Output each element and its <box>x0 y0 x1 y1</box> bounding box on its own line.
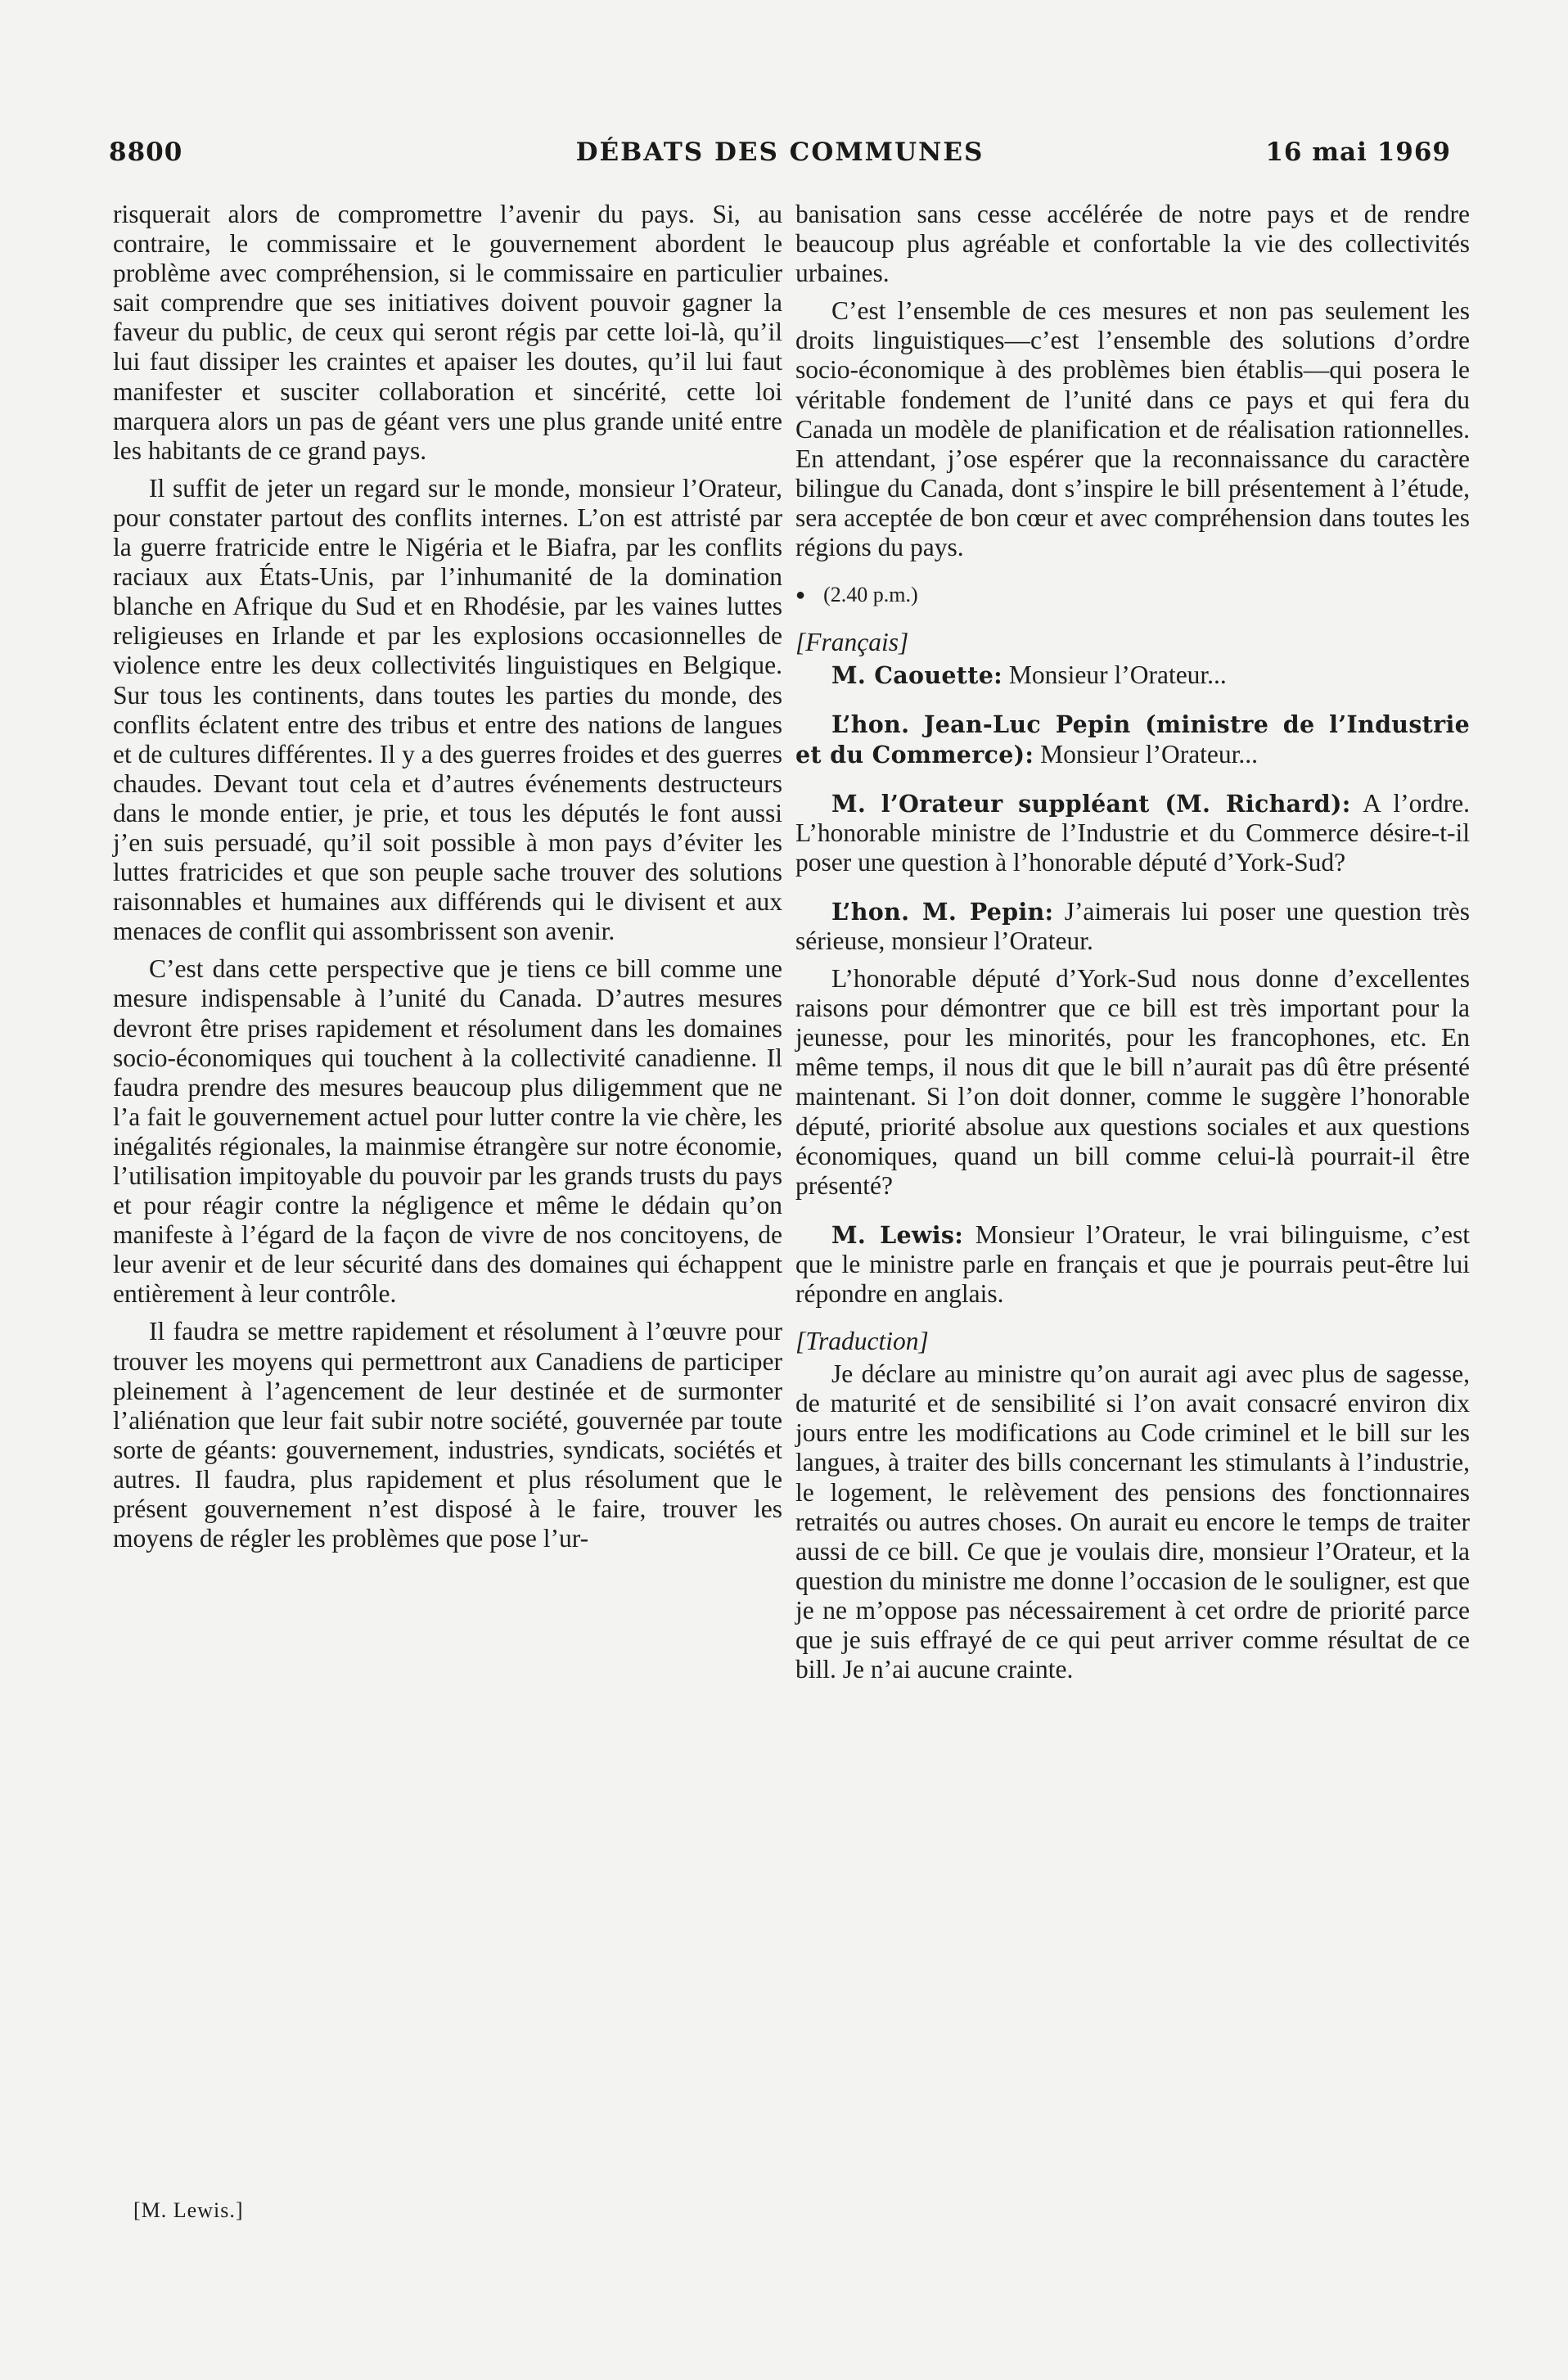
journal-title: DÉBATS DES COMMUNES <box>575 137 985 167</box>
speaker-name: M. Lewis: <box>831 1220 964 1249</box>
speech-lewis <box>795 1220 1470 1309</box>
page-header <box>109 137 1451 178</box>
speech-text: J’aimerais lui poser une question très sérieuse, monsieur l’Orateur. <box>795 896 1471 955</box>
speech-text: Monsieur l’Orateur... <box>1008 660 1227 690</box>
speaker-name: M. l’Orateur suppléant (M. Richard): <box>831 789 1351 818</box>
language-marker: [Traduction] <box>795 1327 929 1356</box>
paragraph: risquerait alors de compromettre l’avenir du pays. Si, au contraire, le commissaire et le gouvernement abordent le problème avec compréhension, si le commissaire en particulier sait comprendre que ses initiatives doivent pouvoir gagner la faveur du public, de ceux qui seront régis par cette loi-là, qu’il lui faut dissiper les craintes et apaiser les doutes, qu’il lui faut manifester et susciter collaboration et sincérité, cette loi marquera alors un pas de géant vers une plus grande unité entre les habitants de ce grand pays. <box>113 200 782 465</box>
speech-text: Monsieur l’Orateur, le vrai bilinguisme, c’est que le ministre parle en français et que je pourrais peut-être lui répondre en anglais. <box>795 1219 1470 1308</box>
page-number: 8800 <box>109 137 183 167</box>
speech-pepin-question <box>795 897 1470 956</box>
speech-pepin <box>795 710 1470 769</box>
left-column <box>113 200 782 1562</box>
paragraph: Je déclare au ministre qu’on aurait agi avec plus de sagesse, de maturité et de sensibilité si l’on avait consacré environ dix jours entre les modifications au Code criminel et le bill sur les langues, à traiter des bills concernant les stimulants à l’industrie, le logement, le relèvement des pensions des fonctionnaires retraités ou autres choses. On aurait eu encore le temps de traiter aussi de ce bill. Ce que je voulais dire, monsieur l’Orateur, et la question du ministre me donne l’occasion de le souligner, est que je ne m’oppose pas nécessairement à cet ordre de priorité parce que je suis effrayé de ce qui peut arriver comme résultat de ce bill. Je n’ai aucune crainte. <box>795 1359 1470 1684</box>
page-date: 16 mai 1969 <box>1265 137 1451 167</box>
speech-orateur <box>795 789 1470 877</box>
speech-text: A l’ordre. L’honorable ministre de l’Industrie et du Commerce désire-t-il poser une question à l’honorable député d’York-Sud? <box>795 788 1470 877</box>
speech-text: Monsieur l’Orateur... <box>1040 739 1259 769</box>
bullet-icon: ● <box>795 586 806 605</box>
paragraph: C’est dans cette perspective que je tiens ce bill comme une mesure indispensable à l’unité du Canada. D’autres mesures devront être prises rapidement et résolument dans les domaines socio-économiques qui touchent à la collectivité canadienne. Il faudra prendre des mesures beaucoup plus diligemment que ne l’a fait le gouvernement actuel pour lutter contre la vie chère, les inégalités régionales, la mainmise étrangère sur notre économie, l’utilisation impitoyable du pouvoir par les grands trusts du pays et pour réagir contre la négligence et même le dédain qu’on manifeste à l’égard de la façon de vivre de nos concitoyens, de leur avenir et de leur sécurité dans des domaines qui échappent entièrement à leur contrôle. <box>113 954 782 1309</box>
speaker-attribution: [M. Lewis.] <box>133 2198 244 2222</box>
time-stamp: (2.40 p.m.) <box>823 583 918 607</box>
paragraph: Il faudra se mettre rapidement et résolument à l’œuvre pour trouver les moyens qui permettront aux Canadiens de participer pleinement à l’agencement de leur destinée et de surmonter l’aliénation que leur fait subir notre société, gouvernée par toute sorte de géants: gouvernement, industries, syndicats, sociétés et autres. Il faudra, plus rapidement et plus résolument que le présent gouvernement n’est disposé à le faire, trouver les moyens de régler les problèmes que pose l’ur- <box>113 1317 782 1553</box>
speaker-name: M. Caouette: <box>831 661 1003 690</box>
right-column <box>795 200 1470 1693</box>
paragraph: C’est l’ensemble de ces mesures et non pas seulement les droits linguistiques—c’est l’ensemble des solutions d’ordre socio-économique à des problèmes bien établis—qui posera le véritable fondement de l’unité dans ce pays et qui fera du Canada un modèle de planification et de réalisation rationnelles. En attendant, j’ose espérer que la reconnaissance du caractère bilingue du Canada, dont s’inspire le bill présentement à l’étude, sera acceptée de bon cœur et avec compréhension dans toutes les régions du pays. <box>795 296 1470 562</box>
speaker-name: L’hon. M. Pepin: <box>831 897 1054 926</box>
speech-caouette <box>795 660 1470 690</box>
paragraph: Il suffit de jeter un regard sur le monde, monsieur l’Orateur, pour constater partout des conflits internes. L’on est attristé par la guerre fratricide entre le Nigéria et le Biafra, par les conflits raciaux aux États-Unis, par l’inhumanité de la domination blanche en Afrique du Sud et en Rhodésie, par les vaines luttes religieuses en Irlande et par les explosions occasionnelles de violence entre les deux collectivités linguistiques en Belgique. Sur tous les continents, dans toutes les parties du monde, des conflits éclatent entre des tribus et entre des nations de langues et de cultures différentes. Il y a des guerres froides et des guerres chaudes. Devant tout cela et d’autres événements destructeurs dans le monde entier, je prie, et tous les députés le font aussi j’en suis persuadé, qu’il soit possible à mon pays d’éviter les luttes fratricides et que son peuple sache trouver des solutions raisonnables et humaines aux différends qui le divisent et aux menaces de conflit qui assombrissent son avenir. <box>113 473 782 946</box>
language-marker: [Français] <box>795 628 909 657</box>
time-stamp-line <box>795 580 1470 610</box>
speaker-name: L’hon. Jean-Luc Pepin (ministre de l’Industrie et du Commerce): <box>795 710 1470 769</box>
paragraph: L’honorable député d’York-Sud nous donne d’excellentes raisons pour démontrer que ce bill est très important pour la jeunesse, pour les minorités, pour les francophones, etc. En même temps, il nous dit que le bill n’aurait pas dû être présenté maintenant. Si l’on doit donner, comme le suggère l’honorable député, priorité absolue aux questions sociales et aux questions économiques, quand un bill comme celui-là pourrait-il être présenté? <box>795 964 1470 1200</box>
paragraph: banisation sans cesse accélérée de notre pays et de rendre beaucoup plus agréable et confortable la vie des collectivités urbaines. <box>795 200 1470 288</box>
